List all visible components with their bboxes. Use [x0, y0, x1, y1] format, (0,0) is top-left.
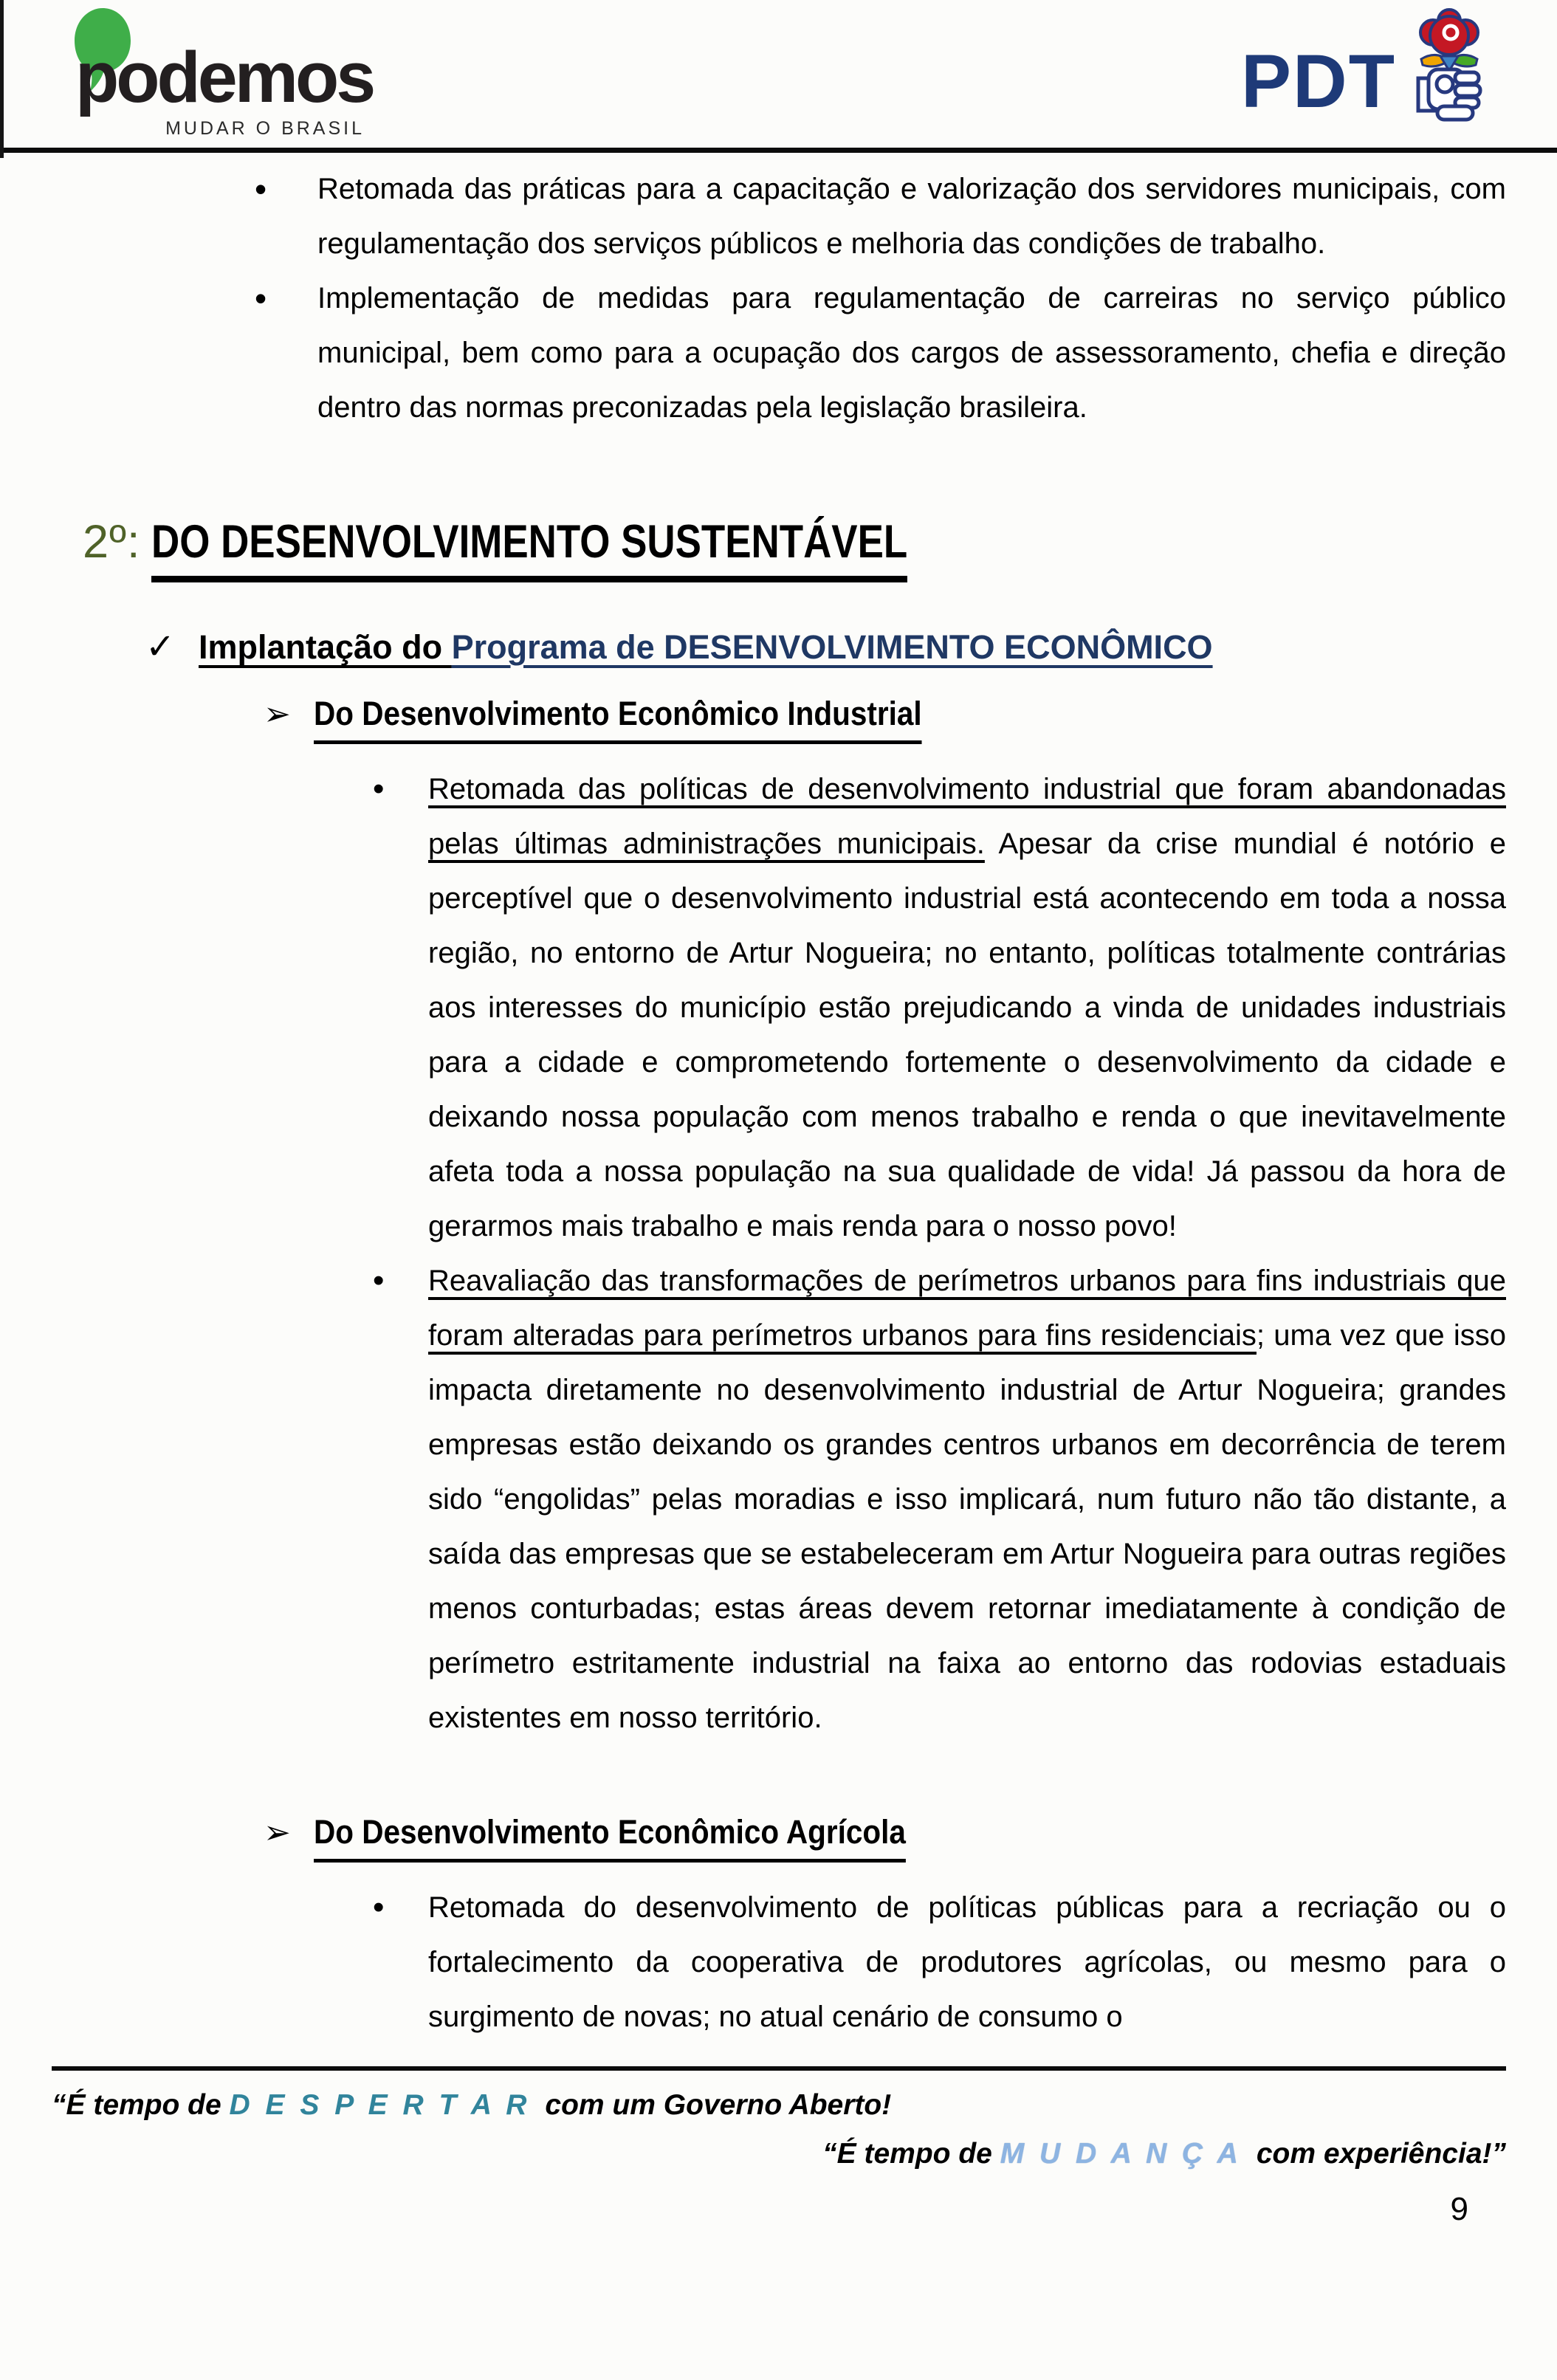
bullet-icon: • [255, 170, 267, 208]
section-heading [83, 513, 1557, 582]
check-icon: ✓ [145, 627, 176, 667]
footer-slogan-1-suffix: com um Governo Aberto! [545, 2089, 892, 2121]
pdt-wordmark: PDT [1241, 39, 1396, 123]
industrial-bullet-list [0, 762, 1506, 1745]
page-header [0, 0, 1557, 148]
intro-bullet-list [0, 162, 1506, 435]
pdt-logo [1241, 6, 1483, 125]
industrial-bullet-2-underlined: Reavaliação das transformações de perímetros urbanos para fins industriais que foram alteradas para perímetros urbanos para fins residenciais [428, 1265, 1506, 1352]
intro-bullet-1-text: Retomada das práticas para a capacitação e valorização dos servidores municipais, com regulamentação dos serviços públicos e melhoria das condições de trabalho. [317, 173, 1506, 260]
scan-edge-artifact [0, 0, 4, 158]
industrial-heading-text: Do Desenvolvimento Econômico Industrial [314, 692, 922, 744]
page-number: 9 [1450, 2191, 1468, 2227]
arrow-icon: ➢ [264, 696, 291, 732]
pdt-rose-fist-icon [1415, 6, 1483, 125]
bullet-icon: • [255, 279, 267, 317]
program-line-prefix: Implantação do [199, 628, 452, 666]
podemos-logo [74, 6, 374, 142]
bullet-icon: • [373, 1262, 385, 1299]
footer-slogan-2-suffix: com experiência!” [1256, 2138, 1506, 2170]
bullet-icon: • [373, 1889, 385, 1925]
footer-slogan-2-prefix: “É tempo de [822, 2138, 1000, 2170]
agricola-bullet-1-text: Retomada do desenvolvimento de políticas públicas para a recriação ou o fortalecimento da cooperativa de produtores agrícolas, ou mesmo para o surgimento de novas; no atual cenário de consumo o [428, 1891, 1506, 2033]
list-item [0, 762, 1506, 1253]
industrial-heading [264, 692, 1557, 744]
intro-bullet-2-text: Implementação de medidas para regulamentação de carreiras no serviço público municipal, bem como para a ocupação dos cargos de assessoramento, chefia e direção dentro das normas preconizadas pela legislação brasileira. [317, 282, 1506, 424]
agricola-bullet-list [0, 1880, 1506, 2044]
industrial-bullet-2 [428, 1253, 1506, 1745]
industrial-bullet-2-rest: ; uma vez que isso impacta diretamente no desenvolvimento industrial de Artur Nogueira; grandes empresas estão deixando os grandes centros urbanos em decorrência de terem sido “engolidas” pelas moradias e isso implicará, num futuro não tão distante, a saída das empresas que se estabeleceram em Artur Nogueira para outras regiões menos conturbadas; estas áreas devem retornar imediatamente à condição de perímetro estritamente industrial na faixa ao entorno das rodovias estaduais existentes em nosso território. [428, 1319, 1507, 1734]
footer-rule [52, 2066, 1506, 2071]
footer-slogan-2 [0, 2134, 1506, 2174]
footer-slogan-1-prefix: “É tempo de [52, 2089, 230, 2121]
program-line-highlight: Programa de DESENVOLVIMENTO ECONÔMICO [451, 628, 1213, 666]
industrial-bullet-1-rest: Apesar da crise mundial é notório e perceptível que o desenvolvimento industrial está acontecendo em toda a nossa região, no entorno de Artur Nogueira; no entanto, políticas totalmente contrárias aos interesses do município estão prejudicando a vinda de unidades industriais para a cidade e comprometendo fortemente o desenvolvimento da cidade e deixando nossa população com menos trabalho e renda o que inevitavelmente afeta toda a nossa população na sua qualidade de vida! Já passou da hora de gerarmos mais trabalho e mais renda para o nosso povo! [428, 828, 1506, 1242]
podemos-tagline: MUDAR O BRASIL [165, 118, 365, 139]
industrial-bullet-1-underlined: Retomada das políticas de desenvolvimento industrial que foram abandonadas pelas últimas administrações municipais. [428, 773, 1506, 860]
footer-slogan-1-highlight: D E S P E R T A R [229, 2089, 531, 2121]
podemos-wordmark: podemos [75, 37, 374, 117]
program-line [145, 625, 1557, 670]
arrow-icon: ➢ [264, 1815, 291, 1851]
list-item [0, 1880, 1506, 2044]
list-item [0, 1253, 1506, 1745]
footer-slogan-1 [52, 2085, 1557, 2125]
bullet-icon: • [373, 771, 385, 807]
header-rule [0, 148, 1557, 153]
section-title: DO DESENVOLVIMENTO SUSTENTÁVEL [151, 513, 907, 582]
agricola-heading [264, 1810, 1557, 1863]
agricola-heading-text: Do Desenvolvimento Econômico Agrícola [314, 1810, 906, 1863]
footer-slogan-2-highlight: M U D A N Ç A [1000, 2138, 1242, 2170]
section-number: 2º: [83, 516, 141, 568]
list-item [0, 271, 1506, 435]
list-item [0, 162, 1506, 271]
industrial-bullet-1 [428, 762, 1506, 1253]
